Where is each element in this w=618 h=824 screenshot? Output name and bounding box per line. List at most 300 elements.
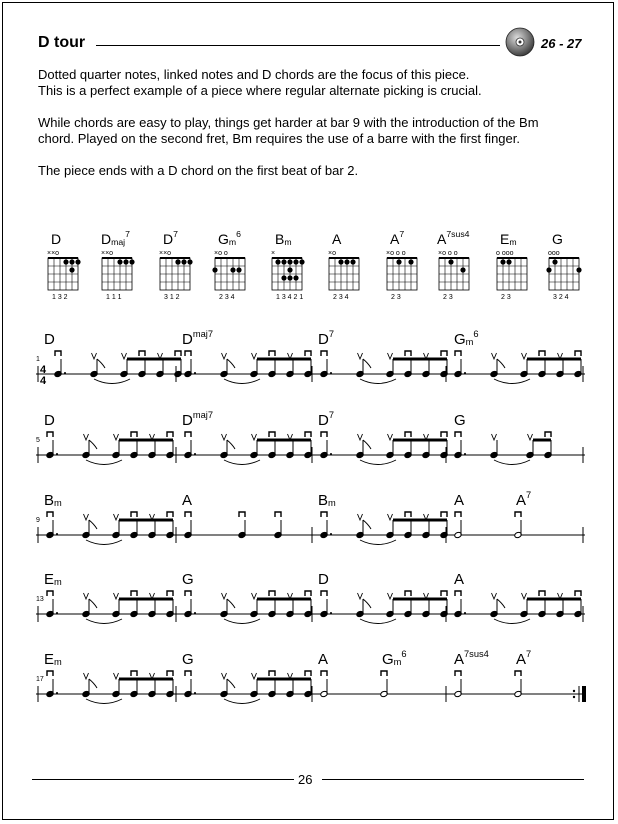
upstroke-mark bbox=[388, 593, 393, 599]
downstroke-glyph bbox=[269, 351, 275, 356]
finger-dot bbox=[287, 275, 292, 280]
downstroke-mark bbox=[131, 432, 137, 437]
upstroke-mark bbox=[358, 593, 363, 599]
note-flag bbox=[227, 359, 235, 368]
chord-symbol: A bbox=[454, 571, 465, 588]
finger-dot bbox=[236, 267, 241, 272]
repeat-dot bbox=[573, 690, 575, 692]
downstroke-mark bbox=[441, 591, 447, 596]
downstroke-mark bbox=[405, 351, 411, 356]
downstroke-glyph bbox=[167, 671, 173, 676]
downstroke-glyph bbox=[185, 432, 191, 437]
finger-dot bbox=[350, 259, 355, 264]
downstroke-mark bbox=[455, 432, 461, 437]
finger-dot bbox=[344, 259, 349, 264]
chord-diagram-name: Em bbox=[500, 231, 517, 247]
upstroke-mark bbox=[388, 514, 393, 520]
note-flag bbox=[89, 679, 97, 688]
downstroke-mark bbox=[167, 512, 173, 517]
downstroke-glyph bbox=[131, 591, 137, 596]
dot-augmentation bbox=[464, 372, 466, 374]
upstroke-mark bbox=[522, 593, 527, 599]
dot-augmentation bbox=[464, 453, 466, 455]
chord-symbol: Em bbox=[44, 571, 62, 588]
intro-line-5: The piece ends with a D chord on the first beat of bar 2. bbox=[38, 163, 359, 178]
downstroke-glyph bbox=[575, 351, 581, 356]
dot-augmentation bbox=[56, 692, 58, 694]
finger-dot bbox=[129, 259, 134, 264]
downstroke-mark bbox=[185, 591, 191, 596]
upstroke-mark bbox=[358, 434, 363, 440]
chord-symbol: A bbox=[318, 651, 329, 668]
chord-diagram-name: $A^7$ bbox=[390, 229, 405, 247]
bar-number: 13 bbox=[36, 596, 44, 603]
bar-number: 5 bbox=[36, 437, 40, 444]
chord-open-strings: × bbox=[271, 250, 276, 257]
chord-diagram-4 bbox=[272, 258, 305, 290]
chord-fingering: 2 3 bbox=[391, 294, 401, 301]
footer-rule-right bbox=[322, 779, 584, 780]
finger-dot bbox=[506, 259, 511, 264]
downstroke-glyph bbox=[455, 591, 461, 596]
finger-dot bbox=[117, 259, 122, 264]
tie bbox=[360, 379, 396, 384]
dot-augmentation bbox=[56, 612, 58, 614]
downstroke-mark bbox=[139, 351, 145, 356]
downstroke-glyph bbox=[321, 671, 327, 676]
chord-diagram-name: G bbox=[552, 231, 563, 247]
downstroke-glyph bbox=[575, 591, 581, 596]
bar-number: 1 bbox=[36, 356, 40, 363]
downstroke-glyph bbox=[239, 512, 245, 517]
chord-symbol: $A^7$ bbox=[516, 490, 532, 509]
downstroke-mark bbox=[167, 432, 173, 437]
repeat-dot bbox=[573, 696, 575, 698]
downstroke-glyph bbox=[455, 351, 461, 356]
downstroke-mark bbox=[269, 591, 275, 596]
note-flag bbox=[89, 440, 97, 449]
page-number: 26 bbox=[298, 772, 313, 787]
downstroke-glyph bbox=[167, 432, 173, 437]
downstroke-glyph bbox=[185, 351, 191, 356]
chord-diagram-6 bbox=[387, 258, 417, 290]
dot-augmentation bbox=[56, 533, 58, 535]
tie bbox=[86, 460, 122, 465]
chord-symbol: D bbox=[44, 412, 55, 429]
bar-number: 17 bbox=[36, 676, 44, 683]
downstroke-mark bbox=[239, 512, 245, 517]
chord-fingering: 3 1 2 bbox=[164, 294, 180, 301]
downstroke-mark bbox=[441, 351, 447, 356]
downstroke-glyph bbox=[185, 671, 191, 676]
finger-dot bbox=[396, 259, 401, 264]
downstroke-glyph bbox=[131, 671, 137, 676]
dot-augmentation bbox=[464, 612, 466, 614]
downstroke-mark bbox=[269, 351, 275, 356]
downstroke-mark bbox=[441, 432, 447, 437]
note-flag bbox=[227, 679, 235, 688]
chord-fingering: 1 3 4 2 1 bbox=[276, 294, 304, 301]
note-flag bbox=[97, 359, 105, 368]
upstroke-mark bbox=[92, 353, 97, 359]
downstroke-glyph bbox=[441, 351, 447, 356]
downstroke-mark bbox=[47, 432, 53, 437]
upstroke-mark bbox=[388, 353, 393, 359]
chord-symbol: $D^{maj7}$ bbox=[182, 410, 213, 429]
downstroke-glyph bbox=[131, 432, 137, 437]
downstroke-glyph bbox=[441, 591, 447, 596]
upstroke-mark bbox=[492, 434, 497, 440]
downstroke-glyph bbox=[47, 671, 53, 676]
dot-augmentation bbox=[330, 372, 332, 374]
finger-dot bbox=[287, 259, 292, 264]
upstroke-mark bbox=[358, 514, 363, 520]
dot-augmentation bbox=[330, 453, 332, 455]
downstroke-mark bbox=[321, 351, 327, 356]
finger-dot bbox=[181, 259, 186, 264]
upstroke-mark bbox=[114, 514, 119, 520]
dot-augmentation bbox=[194, 692, 196, 694]
downstroke-glyph bbox=[47, 591, 53, 596]
upstroke-mark bbox=[222, 593, 227, 599]
downstroke-mark bbox=[269, 432, 275, 437]
downstroke-glyph bbox=[275, 512, 281, 517]
downstroke-mark bbox=[47, 671, 53, 676]
chord-fingering: 1 1 1 bbox=[106, 294, 122, 301]
upstroke-mark bbox=[84, 673, 89, 679]
finger-dot bbox=[230, 267, 235, 272]
note-flag bbox=[227, 440, 235, 449]
chord-fingering: 2 3 bbox=[501, 294, 511, 301]
chord-open-strings: ×o o bbox=[214, 250, 228, 257]
chord-symbol: $A^{7sus4}$ bbox=[454, 649, 489, 668]
intro-line-2: This is a perfect example of a piece where regular alternate picking is crucial. bbox=[38, 83, 482, 98]
downstroke-glyph bbox=[139, 351, 145, 356]
upstroke-mark bbox=[114, 593, 119, 599]
finger-dot bbox=[212, 267, 217, 272]
downstroke-mark bbox=[455, 351, 461, 356]
chord-symbol: A bbox=[454, 492, 465, 509]
chord-diagram-2 bbox=[160, 258, 193, 290]
chord-symbol: Bm bbox=[318, 492, 336, 509]
chord-open-strings: ×o o o bbox=[438, 250, 458, 257]
finger-dot bbox=[500, 259, 505, 264]
dot-augmentation bbox=[56, 453, 58, 455]
chord-fingering: 2 3 4 bbox=[219, 294, 235, 301]
downstroke-glyph bbox=[455, 432, 461, 437]
downstroke-mark bbox=[167, 671, 173, 676]
chord-symbol: Em bbox=[44, 651, 62, 668]
upstroke-mark bbox=[222, 673, 227, 679]
chord-diagram-name: $D^7$ bbox=[163, 229, 178, 247]
tie bbox=[224, 619, 260, 624]
downstroke-mark bbox=[185, 351, 191, 356]
finger-dot bbox=[281, 275, 286, 280]
chord-open-strings: o ooo bbox=[496, 250, 514, 257]
upstroke-mark bbox=[528, 434, 533, 440]
upstroke-mark bbox=[358, 353, 363, 359]
downstroke-glyph bbox=[321, 351, 327, 356]
downstroke-mark bbox=[321, 591, 327, 596]
footer-rule-left bbox=[32, 779, 294, 780]
finger-dot bbox=[448, 259, 453, 264]
downstroke-mark bbox=[321, 671, 327, 676]
chord-diagram-9 bbox=[546, 258, 581, 290]
downstroke-mark bbox=[321, 432, 327, 437]
downstroke-glyph bbox=[441, 432, 447, 437]
upstroke-mark bbox=[222, 353, 227, 359]
chord-diagram-0 bbox=[48, 258, 81, 290]
chord-diagram-5 bbox=[329, 258, 359, 290]
tie bbox=[86, 619, 122, 624]
downstroke-mark bbox=[175, 351, 181, 356]
downstroke-glyph bbox=[455, 671, 461, 676]
finger-dot bbox=[123, 259, 128, 264]
finger-dot bbox=[187, 259, 192, 264]
finger-dot bbox=[175, 259, 180, 264]
downstroke-mark bbox=[575, 351, 581, 356]
tie bbox=[94, 379, 130, 384]
tie bbox=[224, 699, 260, 704]
note-flag bbox=[89, 599, 97, 608]
chord-diagram-3 bbox=[212, 258, 245, 290]
downstroke-mark bbox=[455, 671, 461, 676]
downstroke-mark bbox=[455, 591, 461, 596]
downstroke-glyph bbox=[167, 591, 173, 596]
upstroke-mark bbox=[252, 593, 257, 599]
bar-number: 9 bbox=[36, 517, 40, 524]
upstroke-mark bbox=[252, 673, 257, 679]
downstroke-glyph bbox=[321, 432, 327, 437]
chord-open-strings: ××o bbox=[159, 250, 172, 257]
finger-dot bbox=[576, 267, 581, 272]
dot-augmentation bbox=[64, 372, 66, 374]
downstroke-mark bbox=[185, 512, 191, 517]
upstroke-mark bbox=[492, 353, 497, 359]
downstroke-glyph bbox=[405, 591, 411, 596]
chord-symbol: D bbox=[44, 331, 55, 348]
upstroke-mark bbox=[522, 353, 527, 359]
downstroke-glyph bbox=[305, 671, 311, 676]
downstroke-mark bbox=[381, 671, 387, 676]
note-flag bbox=[89, 520, 97, 529]
chord-open-strings: ××o bbox=[47, 250, 60, 257]
downstroke-mark bbox=[405, 591, 411, 596]
downstroke-glyph bbox=[47, 512, 53, 517]
downstroke-mark bbox=[47, 591, 53, 596]
downstroke-mark bbox=[47, 512, 53, 517]
downstroke-glyph bbox=[321, 512, 327, 517]
downstroke-mark bbox=[405, 432, 411, 437]
chord-symbol: Gm$^6$ bbox=[382, 649, 407, 668]
downstroke-mark bbox=[185, 671, 191, 676]
downstroke-glyph bbox=[539, 591, 545, 596]
chord-diagram-name: Dmaj$^7$ bbox=[101, 229, 130, 247]
chord-diagram-name: Gm$^6$ bbox=[218, 229, 241, 247]
note-flag bbox=[497, 599, 505, 608]
downstroke-glyph bbox=[269, 671, 275, 676]
finger-dot bbox=[293, 275, 298, 280]
page-reference: 26 - 27 bbox=[541, 36, 582, 51]
dot-augmentation bbox=[194, 453, 196, 455]
chord-symbol: $D^{maj7}$ bbox=[182, 329, 213, 348]
finger-dot bbox=[552, 259, 557, 264]
finger-dot bbox=[75, 259, 80, 264]
time-signature-bottom: 4 bbox=[40, 375, 47, 387]
tie bbox=[224, 379, 260, 384]
downstroke-mark bbox=[515, 512, 521, 517]
tie bbox=[494, 619, 530, 624]
finger-dot bbox=[275, 259, 280, 264]
chord-symbol: G bbox=[454, 412, 466, 429]
downstroke-glyph bbox=[185, 512, 191, 517]
note-flag bbox=[363, 599, 371, 608]
upstroke-mark bbox=[252, 353, 257, 359]
downstroke-glyph bbox=[455, 512, 461, 517]
downstroke-glyph bbox=[441, 512, 447, 517]
tie bbox=[494, 379, 530, 384]
upstroke-mark bbox=[84, 593, 89, 599]
downstroke-glyph bbox=[405, 512, 411, 517]
downstroke-glyph bbox=[545, 432, 551, 437]
finger-dot bbox=[69, 259, 74, 264]
finger-dot bbox=[460, 267, 465, 272]
downstroke-glyph bbox=[321, 591, 327, 596]
chord-open-strings: ooo bbox=[548, 250, 560, 257]
time-signature-top: 4 bbox=[40, 364, 47, 376]
downstroke-mark bbox=[441, 512, 447, 517]
intro-line-3: While chords are easy to play, things get harder at bar 9 with the introduction of the Bm bbox=[38, 115, 539, 130]
chord-symbol: G bbox=[182, 651, 194, 668]
downstroke-mark bbox=[305, 591, 311, 596]
downstroke-mark bbox=[539, 591, 545, 596]
downstroke-glyph bbox=[515, 512, 521, 517]
downstroke-glyph bbox=[47, 432, 53, 437]
chord-symbol: $D^7$ bbox=[318, 329, 335, 348]
downstroke-mark bbox=[305, 671, 311, 676]
chord-diagram-8 bbox=[497, 258, 527, 290]
final-barline-thick bbox=[582, 686, 586, 702]
downstroke-mark bbox=[131, 591, 137, 596]
finger-dot bbox=[281, 259, 286, 264]
note-flag bbox=[497, 359, 505, 368]
downstroke-glyph bbox=[185, 591, 191, 596]
tie bbox=[86, 699, 122, 704]
finger-dot bbox=[408, 259, 413, 264]
downstroke-mark bbox=[405, 512, 411, 517]
intro-line-1: Dotted quarter notes, linked notes and D chords are the focus of this piece. bbox=[38, 67, 470, 82]
note-flag bbox=[227, 599, 235, 608]
downstroke-mark bbox=[167, 591, 173, 596]
chord-fingering: 2 3 4 bbox=[333, 294, 349, 301]
chord-diagram-1 bbox=[102, 258, 135, 290]
downstroke-glyph bbox=[405, 432, 411, 437]
upstroke-mark bbox=[252, 434, 257, 440]
downstroke-mark bbox=[131, 512, 137, 517]
finger-dot bbox=[287, 267, 292, 272]
downstroke-glyph bbox=[55, 351, 61, 356]
downstroke-mark bbox=[305, 351, 311, 356]
upstroke-mark bbox=[114, 673, 119, 679]
dot-augmentation bbox=[330, 533, 332, 535]
chord-symbol: G bbox=[182, 571, 194, 588]
chord-open-strings: ×o o o bbox=[386, 250, 406, 257]
tie bbox=[360, 619, 396, 624]
downstroke-glyph bbox=[305, 432, 311, 437]
chord-diagram-name: D bbox=[51, 231, 62, 247]
downstroke-glyph bbox=[167, 512, 173, 517]
chord-diagram-7 bbox=[439, 258, 469, 290]
downstroke-mark bbox=[275, 512, 281, 517]
note-flag bbox=[363, 440, 371, 449]
tie bbox=[494, 460, 530, 465]
tie bbox=[86, 540, 122, 545]
finger-dot bbox=[299, 259, 304, 264]
finger-dot bbox=[69, 267, 74, 272]
dot-augmentation bbox=[330, 612, 332, 614]
upstroke-mark bbox=[222, 434, 227, 440]
upstroke-mark bbox=[492, 593, 497, 599]
intro-line-4: chord. Played on the second fret, Bm requires the use of a barre with the first finger. bbox=[38, 131, 520, 146]
downstroke-mark bbox=[55, 351, 61, 356]
upstroke-mark bbox=[84, 434, 89, 440]
downstroke-glyph bbox=[269, 591, 275, 596]
chord-symbol: $D^7$ bbox=[318, 410, 335, 429]
finger-dot bbox=[546, 267, 551, 272]
chord-diagram-name: $A^{7sus4}$ bbox=[437, 229, 470, 247]
upstroke-mark bbox=[84, 514, 89, 520]
page-title: D tour bbox=[38, 34, 86, 51]
chord-symbol: Gm$^6$ bbox=[454, 329, 479, 348]
chord-symbol: A bbox=[182, 492, 193, 509]
note-flag bbox=[363, 520, 371, 529]
finger-dot bbox=[338, 259, 343, 264]
system-3 bbox=[36, 517, 585, 543]
downstroke-glyph bbox=[515, 671, 521, 676]
downstroke-mark bbox=[539, 351, 545, 356]
downstroke-mark bbox=[545, 432, 551, 437]
downstroke-glyph bbox=[305, 351, 311, 356]
tie bbox=[360, 460, 396, 465]
dot-augmentation bbox=[194, 612, 196, 614]
chord-fingering: 1 3 2 bbox=[52, 294, 68, 301]
chord-symbol: Bm bbox=[44, 492, 62, 509]
downstroke-mark bbox=[575, 591, 581, 596]
note-flag bbox=[363, 359, 371, 368]
upstroke-mark bbox=[114, 434, 119, 440]
finger-dot bbox=[63, 259, 68, 264]
dot-augmentation bbox=[194, 372, 196, 374]
downstroke-glyph bbox=[131, 512, 137, 517]
chord-fingering: 2 3 bbox=[443, 294, 453, 301]
downstroke-mark bbox=[185, 432, 191, 437]
downstroke-glyph bbox=[269, 432, 275, 437]
downstroke-mark bbox=[321, 512, 327, 517]
downstroke-glyph bbox=[381, 671, 387, 676]
downstroke-mark bbox=[455, 512, 461, 517]
tie bbox=[224, 460, 260, 465]
chord-fingering: 3 2 4 bbox=[553, 294, 569, 301]
downstroke-mark bbox=[269, 671, 275, 676]
upstroke-mark bbox=[122, 353, 127, 359]
upstroke-mark bbox=[388, 434, 393, 440]
downstroke-mark bbox=[515, 671, 521, 676]
chord-open-strings: ××o bbox=[101, 250, 114, 257]
tie bbox=[360, 540, 396, 545]
chord-diagram-name: A bbox=[332, 231, 342, 247]
downstroke-mark bbox=[131, 671, 137, 676]
downstroke-glyph bbox=[175, 351, 181, 356]
